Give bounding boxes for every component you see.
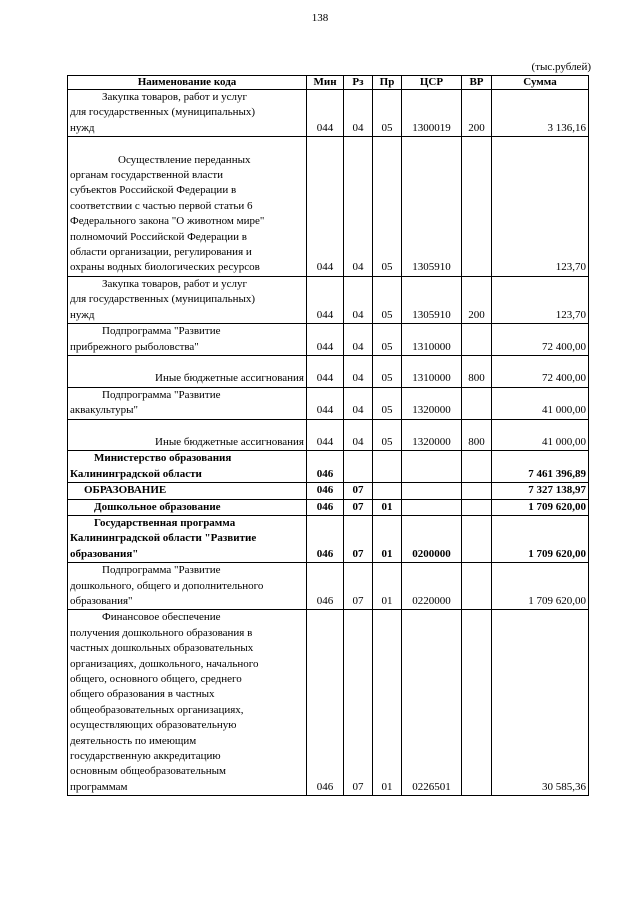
cell-min: 044 (307, 324, 344, 356)
row-name: Осуществление переданных органам государственной власти субъектов Российской Федерации в соответствии с частью первой статьи 6 Федерального закона "О животном мире" полномочий Российской Федерации в области организации, регулирования и охраны водных биологических ресурсов (68, 137, 307, 277)
cell-min: 046 (307, 451, 344, 483)
cell-rz: 04 (344, 355, 373, 387)
cell-vr (462, 387, 492, 419)
header-row (68, 76, 589, 90)
table-row (68, 451, 589, 483)
cell-min: 046 (307, 563, 344, 610)
cell-vr (462, 499, 492, 515)
header-csr: ЦСР (402, 76, 462, 90)
cell-sum: 1 709 620,00 (492, 563, 589, 610)
row-name: Подпрограмма "Развитие прибрежного рыболовства" (68, 324, 307, 356)
cell-vr (462, 451, 492, 483)
cell-vr (462, 563, 492, 610)
page-number: 138 (311, 12, 329, 24)
cell-sum: 7 461 396,89 (492, 451, 589, 483)
cell-rz: 07 (344, 499, 373, 515)
row-name: Государственная программа Калининградской области "Развитие образования" (68, 515, 307, 562)
cell-rz: 07 (344, 515, 373, 562)
table-row (68, 137, 589, 277)
cell-pr: 01 (373, 610, 402, 796)
row-name: Закупка товаров, работ и услуг для государственных (муниципальных) нужд (68, 276, 307, 323)
cell-rz: 04 (344, 276, 373, 323)
cell-rz: 07 (344, 483, 373, 499)
table-row (68, 355, 589, 387)
cell-csr: 1300019 (402, 90, 462, 137)
cell-vr: 800 (462, 419, 492, 451)
cell-sum: 7 327 138,97 (492, 483, 589, 499)
cell-pr: 01 (373, 515, 402, 562)
cell-sum: 41 000,00 (492, 419, 589, 451)
cell-csr (402, 483, 462, 499)
cell-csr: 0220000 (402, 563, 462, 610)
row-name: ОБРАЗОВАНИЕ (68, 483, 307, 499)
cell-rz: 04 (344, 137, 373, 277)
cell-pr: 01 (373, 563, 402, 610)
row-name: Дошкольное образование (68, 499, 307, 515)
cell-min: 044 (307, 276, 344, 323)
cell-rz (344, 451, 373, 483)
cell-vr (462, 515, 492, 562)
table-row (68, 499, 589, 515)
row-name: Подпрограмма "Развитие аквакультуры" (68, 387, 307, 419)
cell-pr: 05 (373, 90, 402, 137)
cell-min: 044 (307, 419, 344, 451)
header-pr: Пр (373, 76, 402, 90)
cell-min: 044 (307, 90, 344, 137)
cell-sum: 1 709 620,00 (492, 499, 589, 515)
cell-csr: 1310000 (402, 324, 462, 356)
table-row (68, 610, 589, 796)
cell-pr: 05 (373, 276, 402, 323)
budget-table (67, 75, 589, 796)
cell-pr (373, 451, 402, 483)
cell-vr (462, 324, 492, 356)
cell-csr: 0226501 (402, 610, 462, 796)
cell-rz: 04 (344, 419, 373, 451)
header-vr: ВР (462, 76, 492, 90)
cell-rz: 07 (344, 610, 373, 796)
cell-csr: 1310000 (402, 355, 462, 387)
cell-csr (402, 499, 462, 515)
table-row (68, 483, 589, 499)
header-name: Наименование кода (68, 76, 307, 90)
header-min: Мин (307, 76, 344, 90)
row-name: Министерство образования Калининградской области (68, 451, 307, 483)
table-row (68, 515, 589, 562)
table-row (68, 324, 589, 356)
cell-csr (402, 451, 462, 483)
row-name: Финансовое обеспечение получения дошкольного образования в частных дошкольных образовательных организациях, дошкольного, начального общего, основного общего, среднего общего образования в частных общеобразовательных организациях, осуществляющих образовательную деятельность по имеющим государственную аккредитацию основным общеобразовательным программам (68, 610, 307, 796)
cell-csr: 1320000 (402, 419, 462, 451)
row-name: Подпрограмма "Развитие дошкольного, общего и дополнительного образования" (68, 563, 307, 610)
cell-vr: 200 (462, 90, 492, 137)
table-row (68, 563, 589, 610)
cell-sum: 72 400,00 (492, 324, 589, 356)
cell-pr: 05 (373, 419, 402, 451)
cell-rz: 04 (344, 324, 373, 356)
cell-min: 044 (307, 387, 344, 419)
header-sum: Сумма (492, 76, 589, 90)
table-row (68, 387, 589, 419)
cell-vr: 200 (462, 276, 492, 323)
row-name: Иные бюджетные ассигнования (68, 355, 307, 387)
cell-min: 046 (307, 483, 344, 499)
cell-pr (373, 483, 402, 499)
cell-sum: 41 000,00 (492, 387, 589, 419)
cell-pr: 05 (373, 324, 402, 356)
row-name: Закупка товаров, работ и услуг для государственных (муниципальных) нужд (68, 90, 307, 137)
cell-sum: 30 585,36 (492, 610, 589, 796)
row-name: Иные бюджетные ассигнования (68, 419, 307, 451)
cell-min: 046 (307, 515, 344, 562)
cell-min: 044 (307, 355, 344, 387)
cell-vr: 800 (462, 355, 492, 387)
cell-min: 046 (307, 499, 344, 515)
cell-csr: 1320000 (402, 387, 462, 419)
cell-sum: 72 400,00 (492, 355, 589, 387)
cell-sum: 3 136,16 (492, 90, 589, 137)
cell-min: 044 (307, 137, 344, 277)
table-row (68, 276, 589, 323)
cell-rz: 04 (344, 90, 373, 137)
cell-sum: 123,70 (492, 276, 589, 323)
cell-csr: 1305910 (402, 276, 462, 323)
cell-pr: 05 (373, 355, 402, 387)
cell-rz: 07 (344, 563, 373, 610)
cell-vr (462, 483, 492, 499)
cell-sum: 123,70 (492, 137, 589, 277)
cell-pr: 05 (373, 137, 402, 277)
cell-csr: 1305910 (402, 137, 462, 277)
header-rz: Рз (344, 76, 373, 90)
cell-rz: 04 (344, 387, 373, 419)
cell-csr: 0200000 (402, 515, 462, 562)
cell-vr (462, 610, 492, 796)
cell-vr (462, 137, 492, 277)
cell-pr: 01 (373, 499, 402, 515)
table-row (68, 90, 589, 137)
units-label: (тыс.рублей) (531, 61, 591, 73)
cell-min: 046 (307, 610, 344, 796)
table-row (68, 419, 589, 451)
cell-sum: 1 709 620,00 (492, 515, 589, 562)
cell-pr: 05 (373, 387, 402, 419)
